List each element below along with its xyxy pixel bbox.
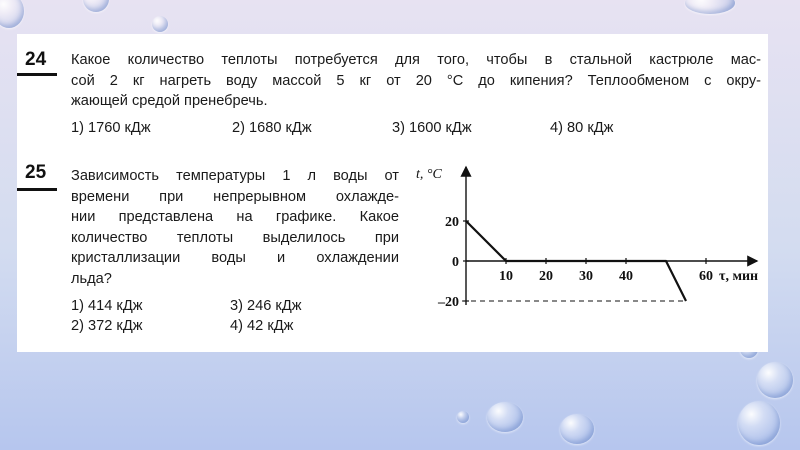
x-tick-label: 20	[539, 269, 553, 284]
text-line: жающей средой пренебречь.	[71, 93, 268, 109]
temperature-chart	[400, 159, 770, 309]
problem-25-number: 25	[25, 162, 47, 183]
x-tick-label: 40	[619, 269, 633, 284]
answer-option: 1) 414 кДж	[71, 298, 143, 314]
text-line: сой 2 кг нагреть воду массой 5 кг от 20 °С до кипения? Теплообменом с окру-	[71, 72, 761, 89]
text-line: Зависимость температуры 1 л воды от	[71, 168, 399, 184]
text-line: Какое количество теплоты потребуется для того, чтобы в стальной кастрюле мас-	[71, 52, 761, 68]
decor-bubble	[0, 0, 24, 28]
y-tick-label: 0	[452, 255, 459, 270]
decor-bubble	[560, 414, 594, 444]
decor-bubble	[757, 362, 793, 398]
y-tick-label: –20	[438, 295, 459, 309]
decor-bubble	[152, 16, 168, 32]
x-tick-label: 60	[699, 269, 713, 284]
problem-24-rule	[17, 73, 57, 76]
answer-option: 4) 80 кДж	[550, 120, 614, 136]
decor-bubble	[685, 0, 735, 14]
problem-25-rule	[17, 188, 57, 191]
text-line: льда?	[71, 270, 112, 287]
text-line: кристаллизации воды и охлаждении	[71, 250, 399, 266]
problems-sheet	[17, 34, 768, 352]
x-tick-label: 10	[499, 269, 513, 284]
problem-24-number: 24	[25, 49, 47, 70]
answer-option: 3) 1600 кДж	[392, 120, 472, 136]
decor-bubble	[83, 0, 109, 12]
decor-bubble	[487, 402, 523, 432]
y-tick-label: 20	[445, 215, 459, 230]
decor-bubble	[457, 411, 469, 423]
problem-24-text	[71, 50, 761, 112]
answer-option: 4) 42 кДж	[230, 318, 294, 334]
answer-option: 3) 246 кДж	[230, 298, 302, 314]
text-line: времени при непрерывном охлажде-	[71, 188, 399, 205]
text-line: количество теплоты выделилось при	[71, 229, 399, 246]
y-axis-title: t, °С	[416, 167, 442, 182]
answer-option: 2) 372 кДж	[71, 318, 143, 334]
decor-bubble	[738, 401, 780, 445]
text-line: нии представлена на графике. Какое	[71, 209, 399, 225]
x-tick-label: 30	[579, 269, 593, 284]
answer-option: 2) 1680 кДж	[232, 120, 312, 136]
x-axis-title: τ, мин	[719, 269, 759, 284]
problem-25-text	[71, 166, 399, 289]
answer-option: 1) 1760 кДж	[71, 120, 151, 136]
